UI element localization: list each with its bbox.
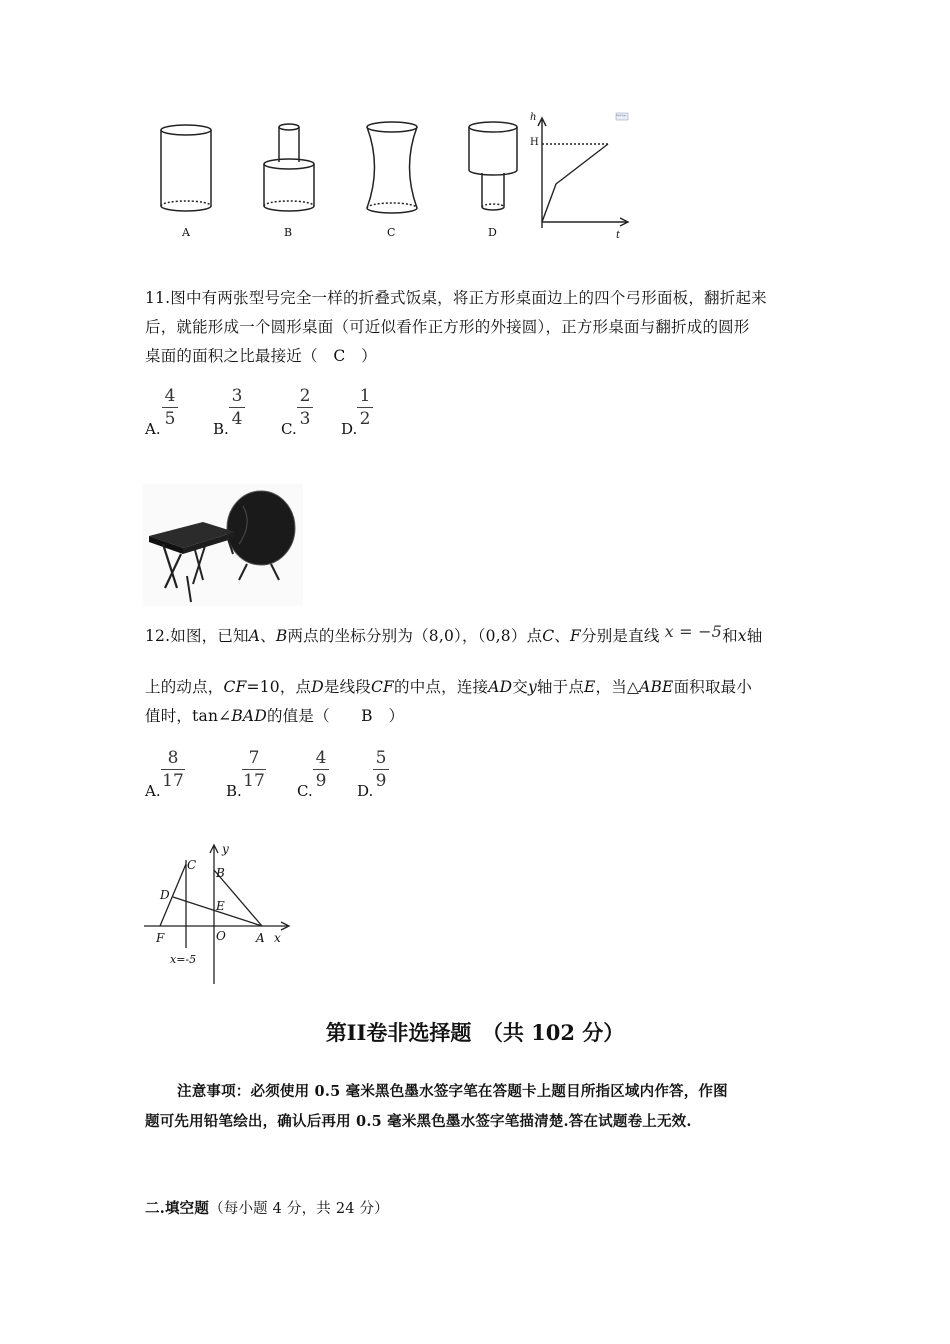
q10-figures bbox=[140, 110, 640, 250]
denominator: 3 bbox=[299, 409, 311, 429]
q12-option-b-label[interactable]: B. bbox=[226, 782, 242, 800]
q12-text: 轴于点 bbox=[536, 678, 585, 696]
q12-line-2 bbox=[145, 673, 835, 701]
q12-text: 、 bbox=[260, 627, 276, 645]
q12-text: 、 bbox=[554, 627, 571, 645]
part2-note-line-2: 题可先用铅笔绘出，确认后再用 0.5 毫米黑色墨水签字笔描清楚.答在试题卷上无效. bbox=[145, 1113, 692, 1130]
point-e: E bbox=[584, 678, 596, 696]
fraction-bar bbox=[242, 769, 266, 770]
fraction-bar bbox=[162, 407, 178, 408]
fig-b-label: B bbox=[216, 866, 225, 880]
q12-text: 交 bbox=[512, 678, 528, 696]
q12-text: 的值是（ B ） bbox=[266, 707, 405, 725]
fraction-bar bbox=[357, 407, 373, 408]
section-note: （每小题 4 分，共 24 分） bbox=[209, 1201, 389, 1217]
q12-line-1 bbox=[145, 622, 835, 650]
q12-option-a-label[interactable]: A. bbox=[145, 782, 161, 800]
point-f: F bbox=[570, 627, 582, 645]
vessel-d-label: D bbox=[488, 226, 497, 239]
q12-text: 是线段 bbox=[323, 678, 371, 696]
q11-option-b-fraction bbox=[229, 386, 245, 429]
fraction-bar bbox=[297, 407, 313, 408]
triangle-abe: ABE bbox=[639, 678, 674, 696]
q12-text: 的中点，连接 bbox=[394, 678, 489, 696]
numerator: 2 bbox=[299, 386, 311, 406]
q12-text: =10，点 bbox=[246, 678, 312, 696]
fraction-bar bbox=[373, 769, 389, 770]
numerator: 4 bbox=[164, 386, 176, 406]
q11-option-b-label[interactable]: B. bbox=[213, 420, 229, 438]
q12-option-c-label[interactable]: C. bbox=[297, 782, 313, 800]
fraction-bar bbox=[161, 769, 185, 770]
fraction-bar bbox=[313, 769, 329, 770]
q11-option-d-fraction bbox=[357, 386, 373, 429]
q11-line-1: 11.图中有两张型号完全一样的折叠式饭桌，将正方形桌面边上的四个弓形面板，翻折起来 bbox=[145, 289, 767, 307]
fig-d-label: D bbox=[160, 888, 170, 902]
q11-option-a-label[interactable]: A. bbox=[145, 420, 161, 438]
segment-cf: CF bbox=[223, 678, 247, 696]
fraction-bar bbox=[229, 407, 245, 408]
q12-option-c-fraction bbox=[313, 748, 329, 791]
section-heading bbox=[145, 1195, 389, 1223]
graph-H-label: H bbox=[530, 137, 539, 148]
fig-line-eq-label: x=-5 bbox=[170, 953, 197, 966]
q12-figure-svg bbox=[140, 840, 300, 988]
point-a: A bbox=[248, 627, 261, 645]
fig-x-label: x bbox=[274, 931, 281, 945]
q11-line-3: 桌面的面积之比最接近（ C ） bbox=[145, 347, 377, 365]
fig-c-label: C bbox=[187, 858, 197, 872]
folding-table-photo bbox=[143, 484, 303, 606]
fig-a-label: A bbox=[256, 931, 265, 945]
q12-text: 12.如图，已知 bbox=[145, 627, 249, 645]
numerator: 4 bbox=[315, 748, 327, 768]
fig-o-label: O bbox=[216, 929, 226, 943]
q12-line-3 bbox=[145, 702, 835, 730]
numerator: 3 bbox=[231, 386, 243, 406]
segment-ad: AD bbox=[488, 678, 513, 696]
q12-option-b-fraction bbox=[242, 748, 266, 791]
q12-text: 两点的坐标分别为（8,0），（0,8）点 bbox=[287, 627, 543, 645]
line-equation: x = −5 bbox=[664, 622, 723, 641]
point-b: B bbox=[275, 627, 288, 645]
graph-h-label: h bbox=[530, 112, 537, 123]
section-title: 二.填空题 bbox=[145, 1200, 210, 1217]
angle-bad: BAD bbox=[231, 707, 267, 725]
fig-f-label: F bbox=[156, 931, 165, 945]
q12-option-a-fraction bbox=[161, 748, 185, 791]
q12-option-d-fraction bbox=[373, 748, 389, 791]
graph-t-label: t bbox=[616, 230, 621, 241]
denominator: 5 bbox=[164, 409, 176, 429]
vessel-a-label: A bbox=[182, 226, 190, 239]
q12-text: 和 bbox=[722, 627, 738, 645]
q11-option-d-label[interactable]: D. bbox=[341, 420, 358, 438]
q12-text: 轴 bbox=[746, 627, 763, 645]
vessel-c-label: C bbox=[387, 226, 396, 239]
denominator: 17 bbox=[162, 771, 184, 791]
mathtype-tag: MathType bbox=[616, 115, 627, 117]
vessel-c bbox=[367, 122, 417, 213]
numerator: 8 bbox=[167, 748, 179, 768]
segment-cf: CF bbox=[371, 678, 395, 696]
numerator: 1 bbox=[359, 386, 371, 406]
height-time-graph bbox=[538, 118, 628, 228]
part2-title: 第II卷非选择题 （共 102 分） bbox=[325, 1020, 625, 1045]
q11-option-a-fraction bbox=[162, 386, 178, 429]
denominator: 2 bbox=[359, 409, 371, 429]
q12-text: 上的动点， bbox=[145, 678, 224, 696]
part2-note-line-1: 注意事项：必须使用 0.5 毫米黑色墨水签字笔在答题卡上题目所指区域内作答，作图 bbox=[177, 1083, 728, 1100]
y-var: y bbox=[527, 678, 537, 696]
vessel-b-label: B bbox=[284, 226, 293, 239]
vessel-d bbox=[469, 122, 517, 210]
q12-text: 分别是直线 bbox=[581, 627, 660, 645]
numerator: 5 bbox=[375, 748, 387, 768]
denominator: 17 bbox=[243, 771, 265, 791]
numerator: 7 bbox=[248, 748, 260, 768]
denominator: 4 bbox=[231, 409, 243, 429]
q12-text: 值时，tan∠ bbox=[145, 707, 232, 725]
fig-e-label: E bbox=[216, 899, 225, 913]
q12-coordinate-figure bbox=[140, 840, 300, 988]
q12-option-d-label[interactable]: D. bbox=[357, 782, 374, 800]
denominator: 9 bbox=[315, 771, 327, 791]
point-d: D bbox=[311, 678, 324, 696]
q12-text: ，当△ bbox=[595, 678, 640, 696]
q11-option-c-fraction bbox=[297, 386, 313, 429]
folding-table-svg bbox=[143, 484, 303, 606]
x-var: x bbox=[737, 627, 747, 645]
denominator: 9 bbox=[375, 771, 387, 791]
vessel-a bbox=[161, 125, 211, 211]
q12-text: 面积取最小 bbox=[673, 678, 753, 696]
vessel-b bbox=[264, 124, 314, 211]
fig-y-label: y bbox=[222, 842, 229, 856]
point-c: C bbox=[542, 627, 555, 645]
q11-option-c-label[interactable]: C. bbox=[281, 420, 297, 438]
q11-line-2: 后，就能形成一个圆形桌面（可近似看作正方形的外接圆），正方形桌面与翻折成的圆形 bbox=[145, 318, 750, 336]
